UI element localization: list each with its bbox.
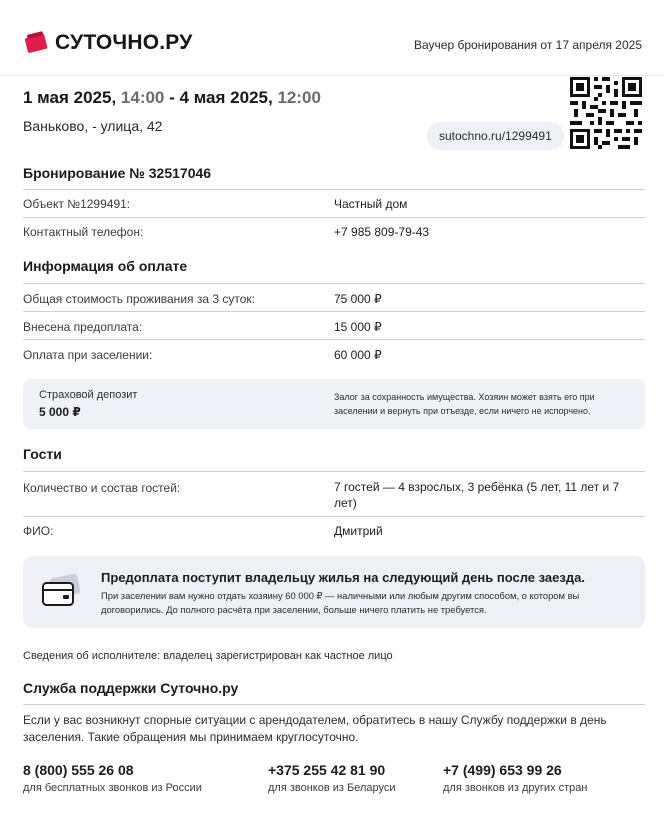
row-value: Дмитрий (334, 524, 383, 538)
deposit-note: Залог за сохранность имущества. Хозяин может взять его при заселении и вернуть при отъезде, если ничего не испорчено. (334, 392, 595, 416)
checkout-date: 4 мая 2025, (179, 88, 273, 107)
row-label: Общая стоимость проживания за 3 суток: (23, 292, 255, 306)
phone-number[interactable]: 8 (800) 555 26 08 (23, 762, 134, 778)
phone-desc: для бесплатных звонков из России (23, 782, 202, 794)
info-row (23, 516, 645, 544)
info-row (23, 471, 645, 516)
voucher-date: Ваучер бронирования от 17 апреля 2025 (413, 38, 642, 52)
row-value: 60 000 ₽ (334, 348, 382, 362)
phone-desc: для звонков из Беларуси (268, 782, 396, 794)
deposit-box (23, 379, 645, 429)
guests-title: Гости (23, 446, 62, 462)
address: Ваньково, - улица, 42 (23, 118, 163, 134)
info-row (23, 189, 645, 217)
checkin-time: 14:00 (120, 88, 165, 107)
prepay-title: Предоплата поступит владельцу жилья на следующий день после заезда. (101, 570, 585, 585)
qr-code (570, 77, 642, 149)
stay-dates (23, 88, 321, 108)
row-value: 7 гостей — 4 взрослых, 3 ребёнка (5 лет, 11 лет и 7 лет) (334, 480, 620, 510)
row-label: Количество и состав гостей: (23, 481, 181, 495)
row-label: Объект №1299491: (23, 197, 131, 211)
row-label: Оплата при заселении: (23, 348, 153, 362)
info-row (23, 283, 645, 311)
date-separator: - (169, 88, 175, 107)
row-value[interactable]: +7 985 809-79-43 (334, 225, 430, 239)
support-text: Если у вас возникнут спорные ситуации с арендодателем, обратитесь в нашу Службу поддержки в день заселения. Такие обращения мы принимаем круглосуточно. (23, 713, 607, 744)
payment-title: Информация об оплате (23, 258, 188, 274)
info-row (23, 217, 645, 245)
phone-number[interactable]: +7 (499) 653 99 26 (443, 762, 562, 778)
support-phone-russia[interactable] (23, 762, 202, 794)
support-phone-belarus[interactable] (268, 762, 396, 794)
phone-number[interactable]: +375 255 42 81 90 (268, 762, 386, 778)
row-value: 75 000 ₽ (334, 292, 382, 306)
logo[interactable] (23, 30, 192, 56)
booking-title: Бронирование № 32517046 (23, 165, 212, 181)
prepay-notice (23, 556, 645, 628)
checkout-time: 12:00 (277, 88, 321, 107)
info-row (23, 339, 645, 367)
ticket-icon (23, 30, 49, 56)
row-label: ФИО: (23, 524, 54, 538)
prepay-text: При заселении вам нужно отдать хозяину 60 000 ₽ — наличными или любым другим способом, о котором вы договорились. До полного расчёта при заселении, больше ничего платить не требуется. (101, 590, 580, 615)
checkin-date: 1 мая 2025, (23, 88, 117, 107)
deposit-value: 5 000 ₽ (39, 405, 81, 419)
header (0, 0, 664, 76)
deposit-label: Страховой депозит (39, 389, 138, 401)
row-label: Контактный телефон: (23, 225, 144, 239)
support-title: Служба поддержки Суточно.ру (23, 680, 239, 696)
phone-desc: для звонков из других стран (443, 782, 588, 794)
executor-info: Сведения об исполнителе: владелец зарегистрирован как частное лицо (23, 650, 393, 662)
support-phone-other[interactable] (443, 762, 587, 794)
row-label: Внесена предоплата: (23, 320, 143, 334)
info-row (23, 311, 645, 339)
divider (23, 704, 645, 705)
row-value: Частный дом (334, 197, 408, 211)
listing-url[interactable]: sutochno.ru/1299491 (427, 122, 564, 150)
row-value: 15 000 ₽ (334, 320, 382, 334)
credit-card-icon (39, 573, 83, 611)
logo-text: СУТОЧНО.РУ (55, 31, 193, 54)
